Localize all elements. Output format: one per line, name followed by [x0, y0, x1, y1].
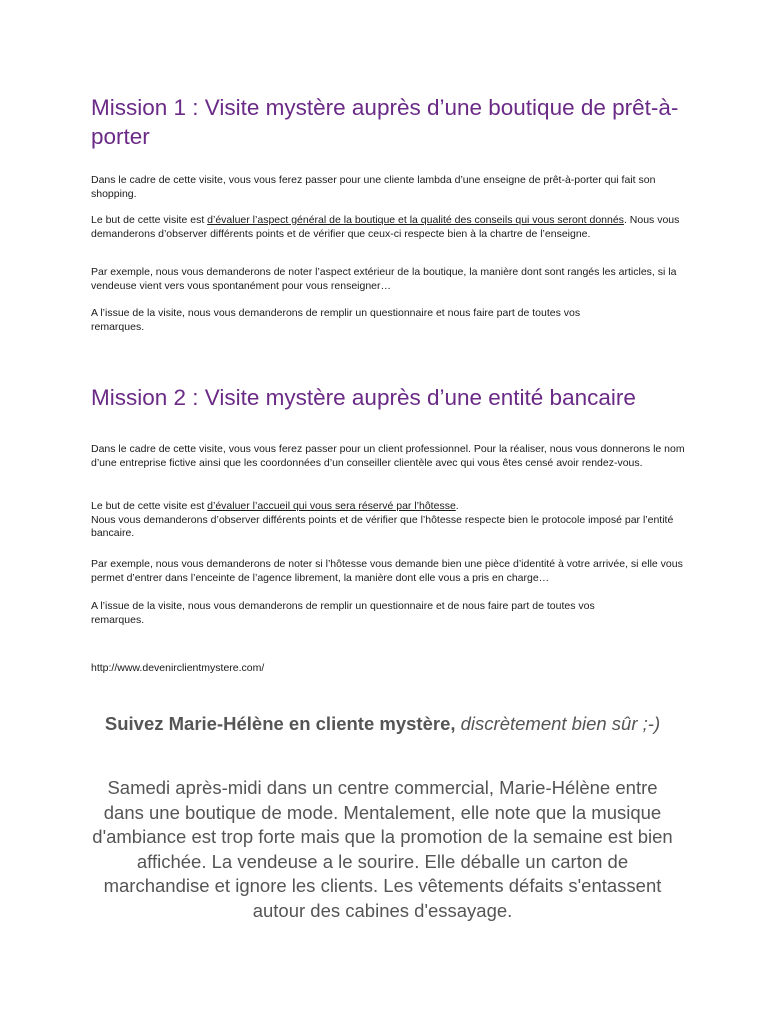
mission-2-example: Par exemple, nous vous demanderons de noter si l’hôtesse vous demande bien une pièce d’identité à votre arrivée, si elle vous permet d’entrer dans l’enceinte de l’agence librement, la manière dont elle vous a pris en charge…	[91, 558, 683, 584]
mission-1-goal	[91, 214, 691, 241]
mission-2-goal-prefix: Le but de cette visite est	[91, 500, 208, 512]
mission-2-goal	[91, 500, 691, 541]
mission-2-goal-underlined: d’évaluer l’accueil qui vous sera réservé par l’hôtesse	[207, 500, 456, 512]
mission-1-closing: A l’issue de la visite, nous vous demanderons de remplir un questionnaire et nous faire part de toutes vos remarques.	[91, 307, 581, 333]
mission-1-goal-underlined: d’évaluer l’aspect général de la boutique et la qualité des conseils qui vous seront donnés	[207, 214, 624, 226]
source-url: http://www.devenirclientmystere.com/	[91, 662, 265, 674]
feature-story: Samedi après-midi dans un centre commercial, Marie-Hélène entre dans une boutique de mode. Mentalement, elle note que la musique d'ambiance est trop forte mais que la promotion de la semaine est bien affichée. La vendeuse a le sourire. Elle déballe un carton de marchandise et ignore les clients. Les vêtements défaits s'entassent autour des cabines d'essayage.	[92, 777, 673, 921]
mission-1-example: Par exemple, nous vous demanderons de noter l’aspect extérieur de la boutique, la manière dont sont rangés les articles, si la vendeuse vient vers vous spontanément pour vous renseigner…	[91, 266, 677, 292]
mission-2-title: Mission 2 : Visite mystère auprès d’une entité bancaire	[91, 385, 636, 410]
feature-heading-italic: discrètement bien sûr ;-)	[460, 713, 661, 734]
feature-heading	[90, 712, 675, 736]
mission-2-goal-suffix: .	[455, 500, 459, 512]
mission-1-goal-suffix: . Nous vous demanderons d’observer différents points et de vérifier que ceux-ci respecte bien à la chartre de l’enseigne.	[91, 214, 680, 240]
mission-2-intro: Dans le cadre de cette visite, vous vous ferez passer pour un client professionnel. Pour la réaliser, nous vous donnerons le nom d’une entreprise fictive ainsi que les coordonnées d’un conseiller clientèle avec qui vous êtes censé avoir rendez-vous.	[91, 443, 685, 469]
mission-2-closing: A l’issue de la visite, nous vous demanderons de remplir un questionnaire et de nous faire part de toutes vos remarques.	[91, 600, 595, 626]
mission-1-goal-prefix: Le but de cette visite est	[91, 214, 208, 226]
mission-2-goal-line2: Nous vous demanderons d’observer différents points et de vérifier que l’hôtesse respecte bien le protocole imposé par l’entité bancaire.	[91, 513, 674, 539]
mission-1-intro: Dans le cadre de cette visite, vous vous ferez passer pour une cliente lambda d’une enseigne de prêt-à-porter qui fait son shopping.	[91, 174, 656, 200]
mission-1-title: Mission 1 : Visite mystère auprès d’une boutique de prêt-à-porter	[91, 95, 679, 149]
feature-heading-bold: Suivez Marie-Hélène en cliente mystère,	[104, 713, 456, 734]
